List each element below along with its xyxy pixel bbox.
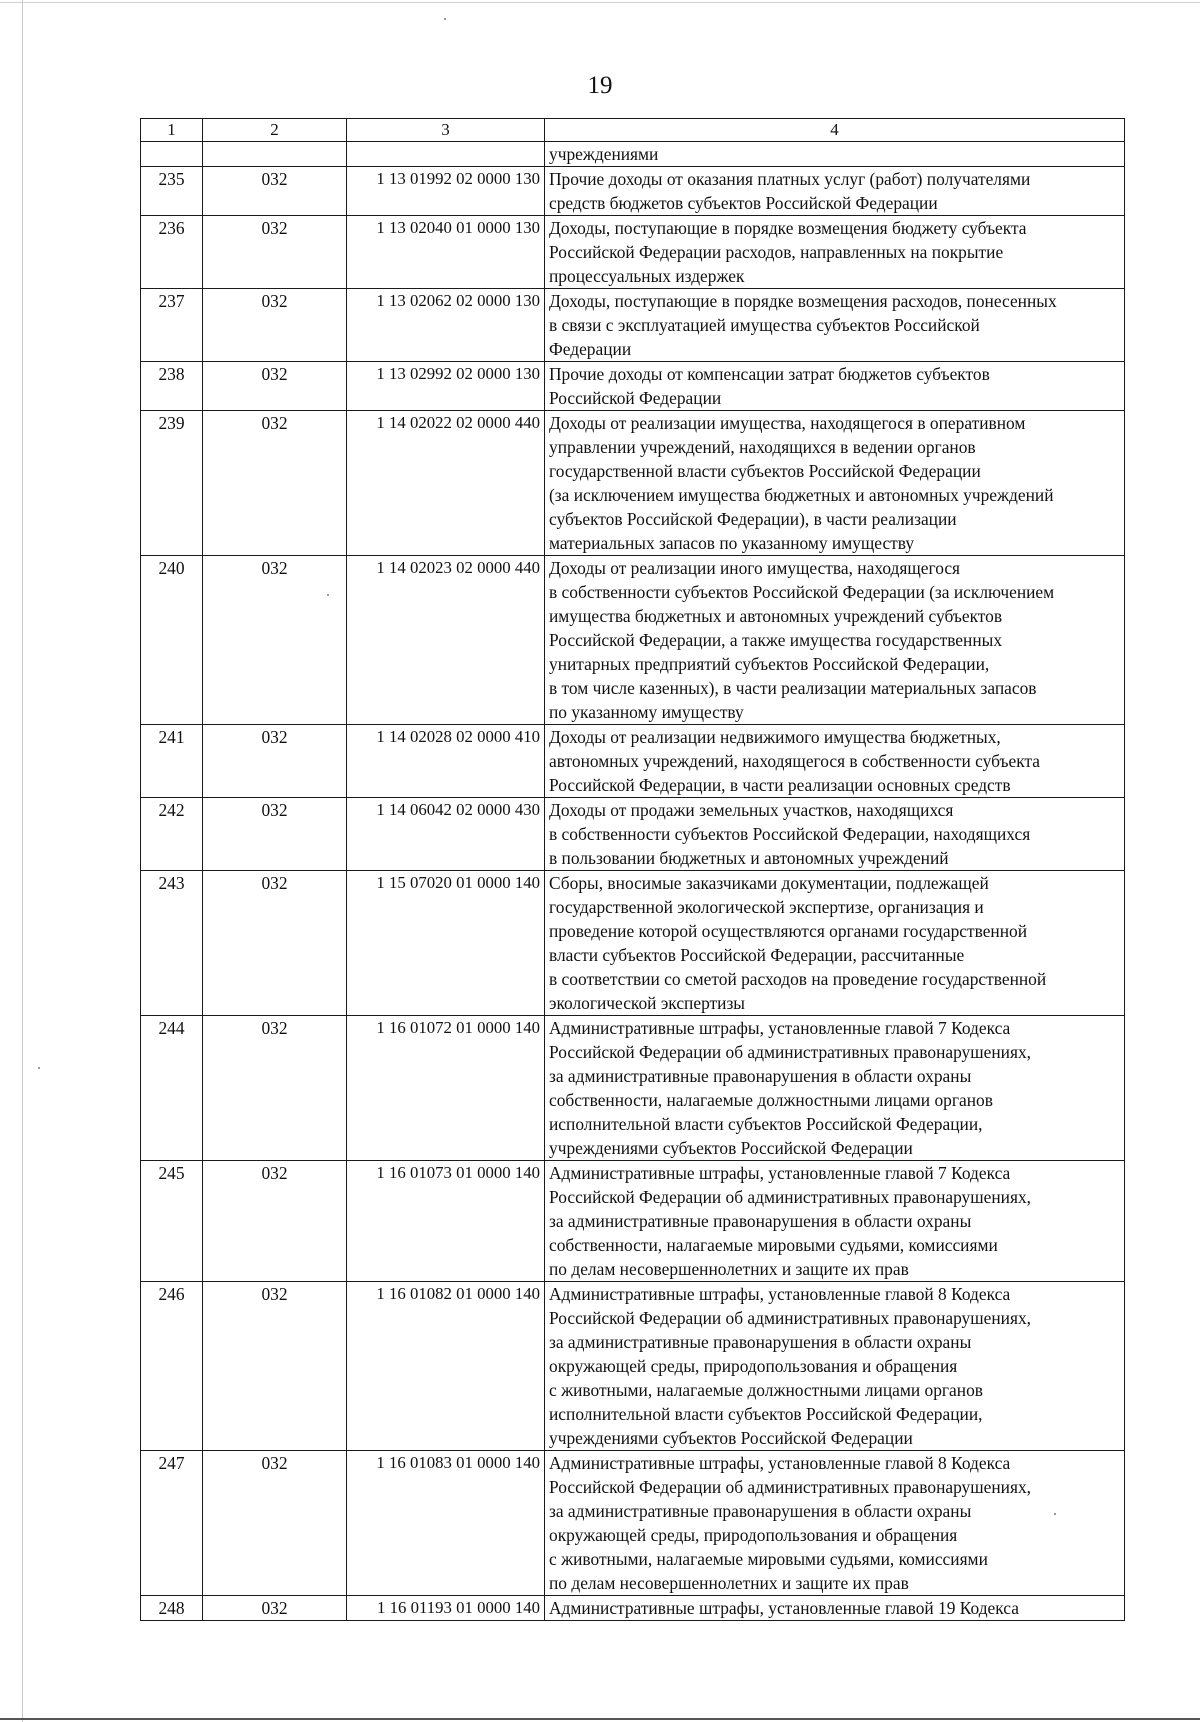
continuation-admin-cell [203,142,347,167]
admin-code: 032 [203,289,347,362]
admin-code: 032 [203,1161,347,1282]
table-row [141,1596,1125,1621]
table-row [141,1161,1125,1282]
row-number: 236 [141,216,203,289]
admin-code: 032 [203,362,347,411]
row-number: 243 [141,871,203,1016]
budget-classification-code: 1 13 02062 02 0000 130 [347,289,545,362]
row-number: 247 [141,1451,203,1596]
revenue-description: Доходы, поступающие в порядке возмещения бюджету субъекта Российской Федерации расходов, направленных на покрытие процессуальных издержек [545,216,1125,289]
row-number: 246 [141,1282,203,1451]
column-number-1: 1 [141,119,203,142]
admin-code: 032 [203,1016,347,1161]
table-row [141,411,1125,556]
admin-code: 032 [203,1596,347,1621]
column-number-2: 2 [203,119,347,142]
admin-code: 032 [203,556,347,725]
table-row [141,362,1125,411]
row-number: 245 [141,1161,203,1282]
table-row [141,167,1125,216]
revenue-description: Административные штрафы, установленные главой 8 Кодекса Российской Федерации об административных правонарушениях, за административные правонарушения в области охраны окружающей среды, природопользования и обращения с животными, налагаемые должностными лицами органов исполнительной власти субъектов Российской Федерации, учреждениями субъектов Российской Федерации [545,1282,1125,1451]
row-number: 241 [141,725,203,798]
revenue-description: Административные штрафы, установленные главой 7 Кодекса Российской Федерации об административных правонарушениях, за административные правонарушения в области охраны собственности, налагаемые мировыми судьями, комиссиями по делам несовершеннолетних и защите их прав [545,1161,1125,1282]
budget-classification-code: 1 16 01082 01 0000 140 [347,1282,545,1451]
budget-classification-code: 1 14 02028 02 0000 410 [347,725,545,798]
revenue-description: Доходы от реализации иного имущества, находящегося в собственности субъектов Российской Федерации (за исключением имущества бюджетных и автономных учреждений субъектов Российской Федерации, а также имущества государственных унитарных предприятий субъектов Российской Федерации, в том числе казенных), в части реализации материальных запасов по указанному имуществу [545,556,1125,725]
revenue-description: Доходы от реализации недвижимого имущества бюджетных, автономных учреждений, находящегося в собственности субъекта Российской Федерации, в части реализации основных средств [545,725,1125,798]
revenue-description: Доходы от продажи земельных участков, находящихся в собственности субъектов Российской Федерации, находящихся в пользовании бюджетных и автономных учреждений [545,798,1125,871]
budget-classification-code: 1 16 01072 01 0000 140 [347,1016,545,1161]
row-number: 244 [141,1016,203,1161]
budget-classification-code: 1 13 02992 02 0000 130 [347,362,545,411]
revenue-description: Административные штрафы, установленные главой 19 Кодекса [545,1596,1125,1621]
admin-code: 032 [203,167,347,216]
scan-edge-bottom [0,1718,1200,1720]
table-row [141,1451,1125,1596]
table-row [141,556,1125,725]
budget-classification-code: 1 13 01992 02 0000 130 [347,167,545,216]
row-number: 235 [141,167,203,216]
admin-code: 032 [203,411,347,556]
column-number-row [141,119,1125,142]
budget-classification-code: 1 14 02022 02 0000 440 [347,411,545,556]
budget-classification-code: 1 13 02040 01 0000 130 [347,216,545,289]
table-row [141,1016,1125,1161]
table-row [141,798,1125,871]
page-number: 19 [587,72,613,99]
revenue-description: Административные штрафы, установленные главой 7 Кодекса Российской Федерации об административных правонарушениях, за административные правонарушения в области охраны собственности, налагаемые должностными лицами органов исполнительной власти субъектов Российской Федерации, учреждениями субъектов Российской Федерации [545,1016,1125,1161]
budget-classification-code: 1 16 01073 01 0000 140 [347,1161,545,1282]
budget-classification-code: 1 14 02023 02 0000 440 [347,556,545,725]
budget-classification-code: 1 15 07020 01 0000 140 [347,871,545,1016]
budget-classification-code: 1 16 01193 01 0000 140 [347,1596,545,1621]
revenue-description: Доходы, поступающие в порядке возмещения расходов, понесенных в связи с эксплуатацией имущества субъектов Российской Федерации [545,289,1125,362]
table-row [141,1282,1125,1451]
revenue-description: Прочие доходы от оказания платных услуг (работ) получателями средств бюджетов субъектов Российской Федерации [545,167,1125,216]
row-number: 240 [141,556,203,725]
scan-edge-left [22,0,23,1722]
continuation-description: учреждениями [545,142,1125,167]
row-number: 248 [141,1596,203,1621]
scan-edge-top [0,2,1200,3]
continuation-num-cell [141,142,203,167]
scan-speck [38,1067,40,1069]
continuation-row [141,142,1125,167]
table-row [141,289,1125,362]
revenue-description: Административные штрафы, установленные главой 8 Кодекса Российской Федерации об административных правонарушениях, за административные правонарушения в области охраны окружающей среды, природопользования и обращения с животными, налагаемые мировыми судьями, комиссиями по делам несовершеннолетних и защите их прав [545,1451,1125,1596]
scan-speck [444,18,446,20]
admin-code: 032 [203,725,347,798]
table-row [141,725,1125,798]
budget-classification-code: 1 16 01083 01 0000 140 [347,1451,545,1596]
admin-code: 032 [203,216,347,289]
table-row [141,871,1125,1016]
revenue-codes-table [140,118,1125,1621]
row-number: 238 [141,362,203,411]
admin-code: 032 [203,1451,347,1596]
row-number: 237 [141,289,203,362]
column-number-4: 4 [545,119,1125,142]
continuation-code-cell [347,142,545,167]
revenue-description: Прочие доходы от компенсации затрат бюджетов субъектов Российской Федерации [545,362,1125,411]
admin-code: 032 [203,798,347,871]
table-row [141,216,1125,289]
row-number: 242 [141,798,203,871]
revenue-description: Сборы, вносимые заказчиками документации, подлежащей государственной экологической экспертизе, организация и проведение которой осуществляются органами государственной власти субъектов Российской Федерации, рассчитанные в соответствии со сметой расходов на проведение государственной экологической экспертизы [545,871,1125,1016]
admin-code: 032 [203,871,347,1016]
budget-classification-code: 1 14 06042 02 0000 430 [347,798,545,871]
table-body [141,119,1125,1621]
revenue-description: Доходы от реализации имущества, находящегося в оперативном управлении учреждений, находящихся в ведении органов государственной власти субъектов Российской Федерации (за исключением имущества бюджетных и автономных учреждений субъектов Российской Федерации), в части реализации материальных запасов по указанному имуществу [545,411,1125,556]
column-number-3: 3 [347,119,545,142]
admin-code: 032 [203,1282,347,1451]
row-number: 239 [141,411,203,556]
